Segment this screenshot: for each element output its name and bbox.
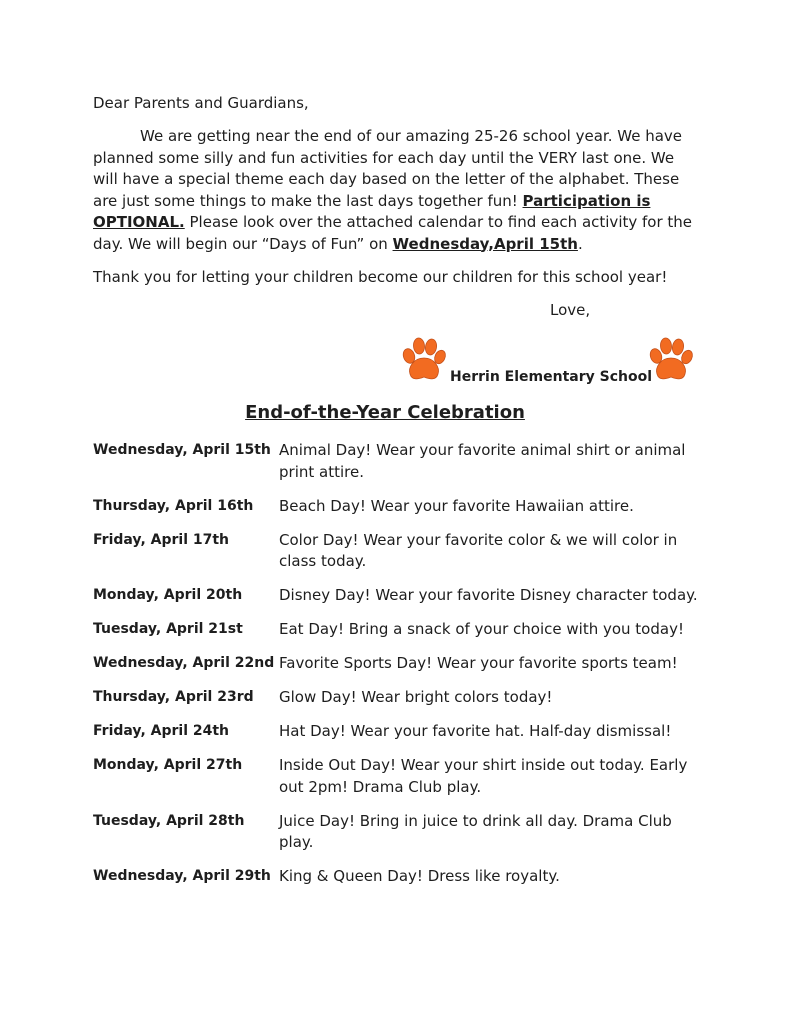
schedule-date: Wednesday, April 29th — [93, 868, 271, 884]
schedule-activity: Disney Day! Wear your favorite Disney character today. — [279, 586, 698, 604]
schedule-date: Tuesday, April 21st — [93, 621, 243, 637]
schedule-activity: Eat Day! Bring a snack of your choice with you today! — [279, 620, 684, 638]
schedule-activity: Hat Day! Wear your favorite hat. Half-day dismissal! — [279, 722, 672, 740]
schedule-row — [93, 721, 703, 743]
schedule-row — [93, 585, 703, 607]
schedule-activity: Juice Day! Bring in juice to drink all day. Drama Club play. — [279, 811, 672, 851]
salutation: Dear Parents and Guardians, — [93, 94, 309, 112]
schedule-activity: Favorite Sports Day! Wear your favorite sports team! — [279, 654, 678, 672]
schedule-row — [93, 755, 703, 798]
paw-print-icon — [399, 336, 449, 384]
schedule-activity: King & Queen Day! Dress like royalty. — [279, 867, 560, 885]
schedule-row — [93, 440, 703, 483]
schedule-activity: Inside Out Day! Wear your shirt inside out today. Early out 2pm! Drama Club play. — [279, 756, 688, 796]
schedule-row — [93, 687, 703, 709]
schedule-date: Thursday, April 16th — [93, 497, 254, 514]
schedule-date: Friday, April 17th — [93, 531, 230, 548]
participation-note: Participation is OPTIONAL. — [93, 191, 651, 231]
intro-text: We are getting near the end of our amazing 25-26 school year. We have planned some silly and fun activities for each day until the VERY last one. We will have a special theme each day based on the letter of the alphabet. These are just some things to make the last days together fun! — [93, 127, 682, 210]
schedule-row — [93, 530, 703, 573]
schedule-activity: Color Day! Wear your favorite color & we will color in class today. — [279, 530, 678, 570]
start-date: Wednesday,April 15th — [392, 234, 578, 253]
schedule-row — [93, 496, 703, 518]
schedule-date: Tuesday, April 28th — [93, 812, 245, 829]
celebration-title: End-of-the-Year Celebration — [245, 402, 525, 423]
closing: Love, — [550, 301, 591, 319]
schedule-date: Friday, April 24th — [93, 723, 230, 739]
end-text: . — [577, 234, 583, 253]
intro-paragraph — [93, 126, 703, 255]
schedule-row — [93, 866, 703, 888]
school-name: Herrin Elementary School — [450, 369, 652, 385]
middle-text: Please look over the attached calendar to find each activity for the day. We will begin our “Days of Fun” on — [93, 213, 693, 253]
schedule-row — [93, 619, 703, 641]
schedule-activity: Glow Day! Wear bright colors today! — [279, 688, 553, 706]
schedule-row — [93, 811, 703, 854]
schedule-row — [93, 653, 703, 675]
schedule-activity: Beach Day! Wear your favorite Hawaiian attire. — [279, 496, 634, 515]
schedule-date: Monday, April 20th — [93, 587, 243, 603]
paw-print-icon — [646, 336, 696, 384]
schedule-list — [93, 440, 703, 900]
schedule-activity: Animal Day! Wear your favorite animal shirt or animal print attire. — [279, 441, 686, 481]
thanks-line: Thank you for letting your children become our children for this school year! — [93, 268, 668, 286]
schedule-date: Wednesday, April 15th — [93, 442, 271, 458]
schedule-date: Monday, April 27th — [93, 757, 243, 773]
schedule-date: Thursday, April 23rd — [93, 689, 254, 705]
schedule-date: Wednesday, April 22nd — [93, 655, 275, 671]
